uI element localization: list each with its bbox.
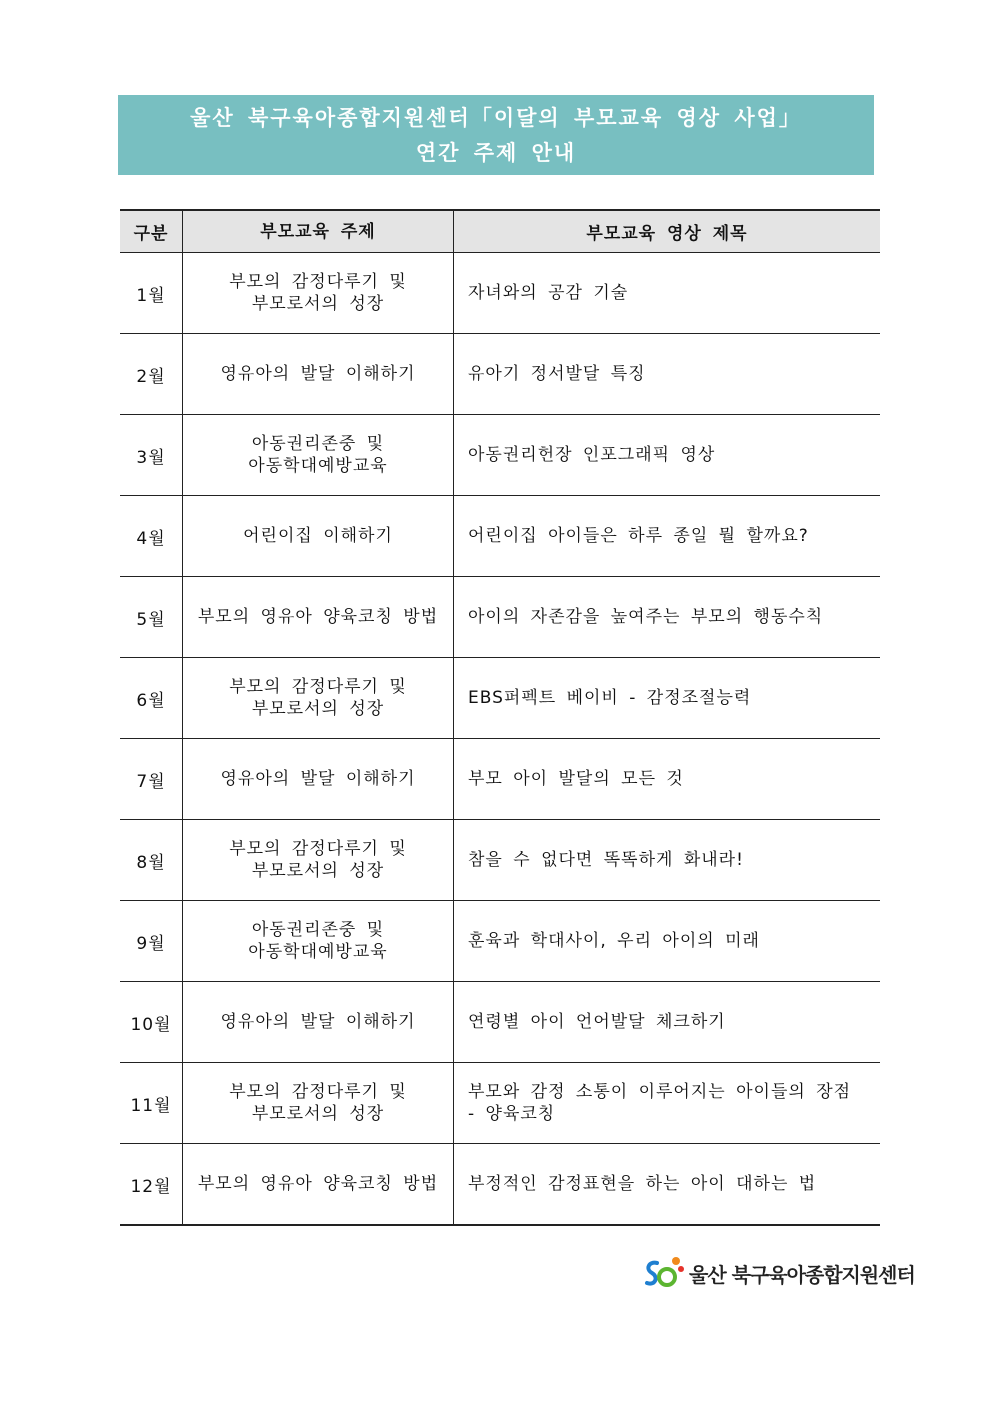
- topic-text: 영유아의 발달 이해하기: [220, 364, 416, 384]
- topic-cell: [183, 820, 454, 901]
- column-header-month: 구분: [120, 210, 183, 253]
- video-title-text: 자녀와의 공감 기술: [468, 283, 629, 303]
- document-title-banner: [118, 95, 874, 175]
- video-title-cell: [454, 1063, 881, 1144]
- month-cell: 12월: [120, 1144, 183, 1226]
- document-title: 울산 북구육아종합지원센터「이달의 부모교육 영상 사업」: [190, 106, 802, 130]
- column-header-topic: 부모교육 주제: [183, 210, 454, 253]
- topic-cell: [183, 577, 454, 658]
- topic-text: 부모의 감정다루기 및: [229, 677, 407, 697]
- topic-text: 부모의 영유아 양육코칭 방법: [197, 607, 439, 627]
- table-row: [120, 982, 880, 1063]
- table-row: [120, 658, 880, 739]
- table-row: [120, 577, 880, 658]
- topic-text: 아동학대예방교육: [248, 942, 388, 962]
- video-title-cell: [454, 496, 881, 577]
- table-row: [120, 496, 880, 577]
- video-title-text: 유아기 정서발달 특징: [468, 364, 646, 384]
- month-cell: 7월: [120, 739, 183, 820]
- topic-text: 아동권리존중 및: [251, 434, 385, 454]
- table-row: [120, 820, 880, 901]
- month-cell: 10월: [120, 982, 183, 1063]
- video-title-text: 부모 아이 발달의 모든 것: [468, 769, 684, 789]
- video-title-text: 아이의 자존감을 높여주는 부모의 행동수칙: [468, 607, 824, 627]
- topic-text: 부모로서의 성장: [251, 861, 385, 881]
- video-title-text: 어린이집 아이들은 하루 종일 뭘 할까요?: [468, 526, 809, 546]
- table-row: [120, 901, 880, 982]
- topic-text: 아동권리존중 및: [251, 920, 385, 940]
- topic-cell: [183, 901, 454, 982]
- table-row: [120, 1144, 880, 1226]
- video-title-text: 연령별 아이 언어발달 체크하기: [468, 1012, 726, 1032]
- video-title-cell: [454, 1144, 881, 1226]
- month-cell: 8월: [120, 820, 183, 901]
- video-title-cell: [454, 577, 881, 658]
- month-cell: 5월: [120, 577, 183, 658]
- month-cell: 1월: [120, 253, 183, 334]
- table-header-row: [120, 210, 880, 253]
- topic-text: 부모로서의 성장: [251, 294, 385, 314]
- video-title-text: 부정적인 감정표현을 하는 아이 대하는 법: [468, 1174, 817, 1194]
- topic-text: 부모로서의 성장: [251, 1104, 385, 1124]
- month-cell: 2월: [120, 334, 183, 415]
- video-title-text: - 양육코칭: [468, 1104, 556, 1124]
- video-title-cell: [454, 982, 881, 1063]
- table-row: [120, 1063, 880, 1144]
- table-row: [120, 334, 880, 415]
- center-logo: [643, 1253, 915, 1293]
- table-row: [120, 739, 880, 820]
- topic-cell: [183, 658, 454, 739]
- topic-text: 부모의 영유아 양육코칭 방법: [197, 1174, 439, 1194]
- topic-text: 부모의 감정다루기 및: [229, 1082, 407, 1102]
- month-cell: 4월: [120, 496, 183, 577]
- table-body: [120, 253, 880, 1226]
- topic-cell: [183, 496, 454, 577]
- video-title-cell: [454, 820, 881, 901]
- topic-text: 영유아의 발달 이해하기: [220, 769, 416, 789]
- annual-topic-table: [120, 209, 880, 1226]
- video-title-cell: [454, 739, 881, 820]
- video-title-cell: [454, 901, 881, 982]
- video-title-text: 아동권리헌장 인포그래픽 영상: [468, 445, 716, 465]
- center-logo-text: 울산 북구육아종합지원센터: [689, 1263, 915, 1287]
- video-title-text: 부모와 감정 소통이 이루어지는 아이들의 장점: [468, 1082, 852, 1102]
- topic-text: 부모의 감정다루기 및: [229, 272, 407, 292]
- topic-cell: [183, 415, 454, 496]
- topic-text: 부모로서의 성장: [251, 699, 385, 719]
- topic-text: 아동학대예방교육: [248, 456, 388, 476]
- document-subtitle: 연간 주제 안내: [415, 141, 577, 165]
- video-title-text: 참을 수 없다면 똑똑하게 화내라!: [468, 850, 744, 870]
- topic-cell: [183, 739, 454, 820]
- topic-text: 어린이집 이해하기: [243, 526, 393, 546]
- video-title-cell: [454, 415, 881, 496]
- topic-text: 영유아의 발달 이해하기: [220, 1012, 416, 1032]
- topic-cell: [183, 1144, 454, 1226]
- center-logo-icon: [643, 1253, 687, 1293]
- month-cell: 3월: [120, 415, 183, 496]
- video-title-text: EBS퍼펙트 베이비 - 감정조절능력: [468, 688, 752, 708]
- table-row: [120, 415, 880, 496]
- column-header-video-title: 부모교육 영상 제목: [454, 210, 881, 253]
- table-row: [120, 253, 880, 334]
- topic-cell: [183, 334, 454, 415]
- video-title-cell: [454, 253, 881, 334]
- month-cell: 9월: [120, 901, 183, 982]
- topic-text: 부모의 감정다루기 및: [229, 839, 407, 859]
- video-title-cell: [454, 334, 881, 415]
- topic-cell: [183, 1063, 454, 1144]
- video-title-cell: [454, 658, 881, 739]
- video-title-text: 훈육과 학대사이, 우리 아이의 미래: [468, 931, 760, 951]
- month-cell: 6월: [120, 658, 183, 739]
- month-cell: 11월: [120, 1063, 183, 1144]
- topic-cell: [183, 982, 454, 1063]
- topic-cell: [183, 253, 454, 334]
